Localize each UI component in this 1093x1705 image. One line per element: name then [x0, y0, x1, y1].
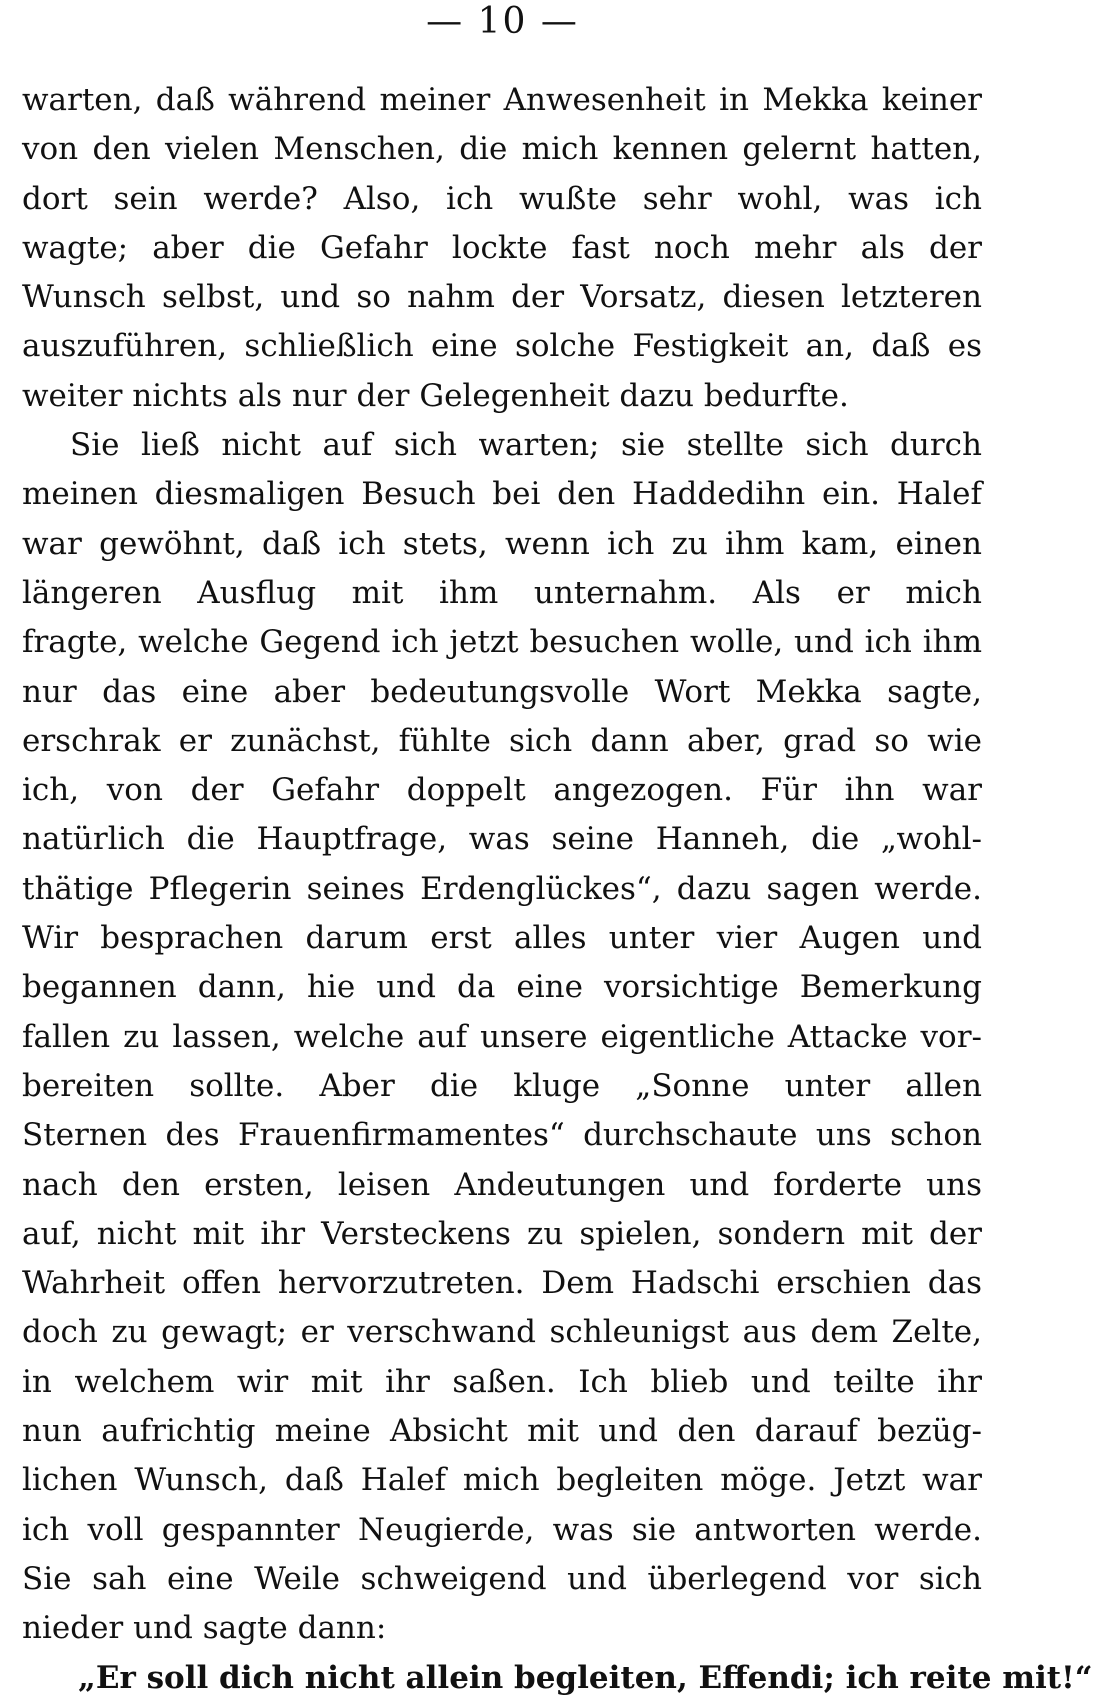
- text-line: doch zu gewagt; er verschwand schleunigst aus dem Zelte,: [22, 1314, 982, 1351]
- text-line: bereiten sollte. Aber die kluge „Sonne unter allen: [22, 1067, 982, 1104]
- text-line: meinen diesmaligen Besuch bei den Haddedihn ein. Halef: [22, 476, 982, 513]
- text-line: Sternen des Frauenfirmamentes“ durchschaute uns schon: [22, 1117, 982, 1154]
- text-line: nieder und sagte dann:: [22, 1610, 387, 1647]
- text-line: erschrak er zunächst, fühlte sich dann aber, grad so wie: [22, 722, 982, 759]
- text-line: weiter nichts als nur der Gelegenheit dazu bedurfte.: [22, 377, 849, 414]
- text-line: lichen Wunsch, daß Halef mich begleiten möge. Jetzt war: [22, 1462, 982, 1499]
- text-line: ich, von der Gefahr doppelt angezogen. Für ihn war: [22, 772, 982, 809]
- text-line: fallen zu lassen, welche auf unsere eigentliche Attacke vor-: [22, 1018, 982, 1055]
- text-line: wagte; aber die Gefahr lockte fast noch mehr als der: [22, 229, 982, 266]
- text-line: längeren Ausflug mit ihm unternahm. Als er mich: [22, 574, 982, 611]
- text-line: von den vielen Menschen, die mich kennen gelernt hatten,: [22, 131, 982, 168]
- text-line: Sie sah eine Weile schweigend und überlegend vor sich: [22, 1560, 982, 1597]
- text-line: Wir besprachen darum erst alles unter vier Augen und: [22, 920, 982, 957]
- text-line: war gewöhnt, daß ich stets, wenn ich zu ihm kam, einen: [22, 525, 982, 562]
- paragraph-start-line: Sie ließ nicht auf sich warten; sie stellte sich durch: [70, 427, 982, 464]
- text-line: warten, daß während meiner Anwesenheit in Mekka keiner: [22, 82, 982, 118]
- text-line: natürlich die Hauptfrage, was seine Hanneh, die „wohl-: [22, 821, 982, 858]
- text-line: nur das eine aber bedeutungsvolle Wort Mekka sagte,: [22, 673, 982, 710]
- text-line: Wahrheit offen hervorzutreten. Dem Hadschi erschien das: [22, 1265, 982, 1302]
- text-line: nach den ersten, leisen Andeutungen und forderte uns: [22, 1166, 982, 1203]
- text-line: ich voll gespannter Neugierde, was sie antworten werde.: [22, 1511, 982, 1548]
- text-line: in welchem wir mit ihr saßen. Ich blieb und teilte ihr: [22, 1363, 982, 1400]
- text-line: thätige Pflegerin seines Erdenglückes“, dazu sagen werde.: [22, 870, 982, 907]
- text-line: fragte, welche Gegend ich jetzt besuchen wolle, und ich ihm: [22, 624, 982, 661]
- text-line: auszuführen, schließlich eine solche Festigkeit an, daß es: [22, 328, 982, 365]
- page-number: — 10 —: [426, 1, 579, 42]
- text-line: dort sein werde? Also, ich wußte sehr wohl, was ich: [22, 180, 982, 217]
- quote-line: „Er soll dich nicht allein begleiten, Effendi; ich reite mit!“: [78, 1659, 1093, 1696]
- text-line: begannen dann, hie und da eine vorsichtige Bemerkung: [22, 969, 982, 1006]
- body-text: [22, 76, 1093, 1703]
- text-line: nun aufrichtig meine Absicht mit und den darauf bezüg-: [22, 1413, 982, 1450]
- text-line: Wunsch selbst, und so nahm der Vorsatz, diesen letzteren: [22, 279, 982, 316]
- text-line: auf, nicht mit ihr Versteckens zu spielen, sondern mit der: [22, 1215, 982, 1252]
